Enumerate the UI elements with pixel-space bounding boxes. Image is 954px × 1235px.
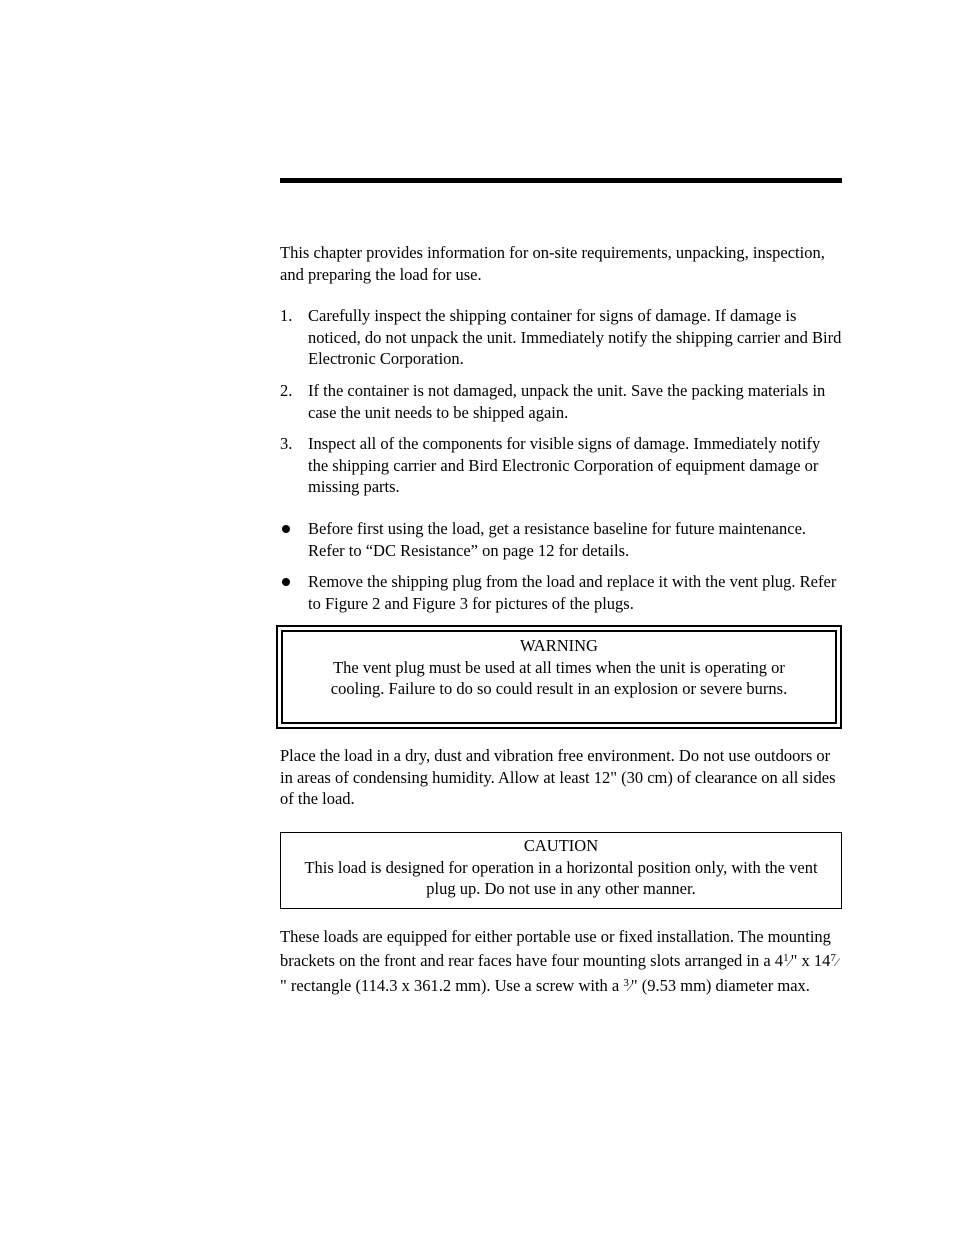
warning-title: WARNING [520, 636, 598, 655]
caution-title: CAUTION [523, 836, 599, 855]
step-text: Carefully inspect the shipping container for signs of damage. If damage is noticed, do not unpack the unit. Immediately notify the shipping carrier and Bird Electronic Corporation. [308, 306, 842, 369]
fraction-numerator: 1 [783, 951, 789, 964]
list-item [280, 305, 842, 370]
list-item [280, 518, 842, 561]
bullet-text: Before first using the load, get a resistance baseline for future maintenance. Refer to “DC Resistance” on page 12 for details. [308, 519, 807, 560]
bullet-text: Remove the shipping plug from the load and replace it with the vent plug. Refer to Figure 2 and Figure 3 for pictures of the plugs. [308, 572, 837, 613]
intro-paragraph: This chapter provides information for on-site requirements, unpacking, inspection, and preparing the load for use. [280, 243, 825, 284]
caution-box [280, 832, 842, 909]
bullet-icon [282, 525, 290, 533]
step-text: If the container is not damaged, unpack the unit. Save the packing materials in case the unit needs to be shipped again. [308, 381, 826, 422]
mounting-text: " x 14 [790, 950, 831, 970]
list-item [280, 433, 842, 498]
mounting-text: These loads are equipped for either portable use or fixed installation. The mounting brackets on the front and rear faces have four mounting slots arranged in a 4 [280, 927, 831, 970]
list-item [280, 571, 842, 614]
environment-paragraph: Place the load in a dry, dust and vibration free environment. Do not use outdoors or in areas of condensing humidity. Allow at least 12" (30 cm) of clearance on all sides of the load. [280, 746, 836, 809]
chapter-rule [280, 178, 842, 183]
fraction-numerator: 3 [623, 977, 629, 990]
step-number: 1. [280, 306, 293, 325]
bullet-icon [282, 578, 290, 586]
mounting-text: " rectangle (114.3 x 361.2 mm). Use a screw with a [280, 976, 624, 996]
caution-text: This load is designed for operation in a horizontal position only, with the vent plug up. Do not use in any other manner. [304, 857, 818, 899]
step-number: 3. [280, 434, 293, 453]
step-text: Inspect all of the components for visible signs of damage. Immediately notify the shipping carrier and Bird Electronic Corporation of equipment damage or missing parts. [308, 434, 821, 497]
step-number: 2. [280, 381, 293, 400]
mounting-paragraph: These loads are equipped for either portable use or fixed installation. The mounting brackets on the front and rear faces have four mounting slots arranged in a $4^1⁄$" x $14^7⁄$ " rectangle (114.3 x 361.2 mm). Use a screw with a $^3$⁄" (9.53 mm) diameter max. [280, 927, 838, 996]
warning-inner-frame [281, 630, 837, 724]
warning-box [276, 625, 842, 729]
list-item [280, 380, 842, 423]
mounting-text: " (9.53 mm) diameter max. [630, 976, 810, 996]
fraction-numerator: 7 [830, 951, 836, 964]
warning-text: The vent plug must be used at all times when the unit is operating or cooling. Failure to do so could result in an explosion or severe burns. [330, 657, 788, 699]
